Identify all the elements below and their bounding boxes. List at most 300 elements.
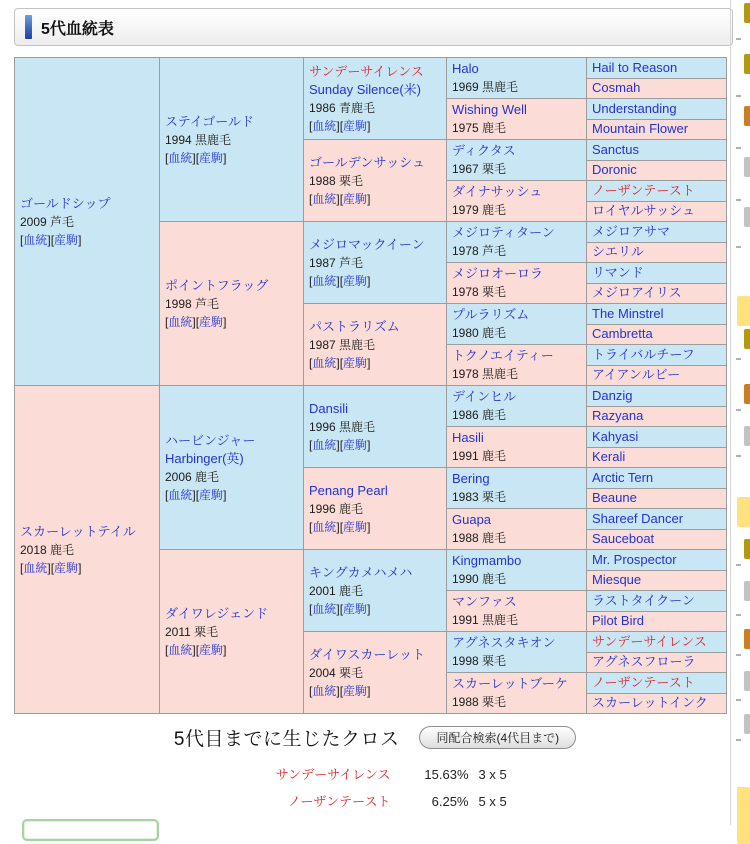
horse-link[interactable]: ゴールデンサッシュ — [309, 154, 425, 170]
clipped-text-dash — [736, 95, 741, 97]
blood-link[interactable]: 血統 — [23, 560, 48, 575]
same-breeding-search-button[interactable]: 同配合検索(4代目まで) — [419, 726, 576, 749]
pedigree-links — [309, 436, 446, 454]
clipped-badge — [744, 207, 750, 227]
bracket: ] — [336, 355, 340, 370]
horse-link[interactable]: トライバルチーフ — [592, 346, 695, 362]
bracket: [ — [165, 150, 169, 165]
pedigree-links — [309, 682, 446, 700]
progeny-link[interactable]: 産駒 — [199, 150, 224, 165]
progeny-link[interactable]: 産駒 — [199, 642, 224, 657]
blood-link[interactable]: 血統 — [312, 355, 337, 370]
clipped-badge — [744, 329, 750, 349]
column-divider — [730, 0, 731, 825]
pedigree-cell — [304, 304, 446, 385]
pedigree-cell — [304, 222, 446, 303]
blood-link[interactable]: 血統 — [312, 118, 337, 133]
pedigree-cell — [587, 673, 726, 693]
cross-row — [0, 761, 750, 788]
horse-link[interactable]: Penang Pearl — [309, 482, 388, 498]
bracket: [ — [20, 560, 24, 575]
horse-link[interactable]: ノーザンテースト — [592, 182, 695, 198]
page-title: 5代血統表 — [41, 20, 114, 38]
pedigree-cell — [587, 161, 726, 181]
bracket: [ — [339, 118, 344, 133]
bracket: ] — [336, 601, 340, 616]
clipped-badge — [744, 714, 750, 734]
pedigree-cell — [447, 140, 586, 180]
blood-link[interactable]: 血統 — [168, 150, 193, 165]
horse-link[interactable]: スカーレットインク — [592, 695, 708, 711]
bracket: [ — [309, 191, 313, 206]
bracket: [ — [165, 314, 169, 329]
blood-link[interactable]: 血統 — [168, 487, 193, 502]
horse-link[interactable]: ダイナサッシュ — [452, 184, 543, 199]
pedigree-cell — [587, 694, 726, 714]
horse-link[interactable]: ハービンジャー — [165, 432, 256, 448]
horse-info: 1980 鹿毛 — [452, 326, 507, 340]
horse-link[interactable]: Kahyasi — [592, 428, 639, 444]
horse-link[interactable]: Kingmambo — [452, 553, 522, 568]
pedigree-links — [309, 354, 446, 372]
pedigree-cell — [587, 366, 726, 386]
horse-info: 1998 芦毛 — [165, 296, 220, 311]
horse-link[interactable]: メジロオーロラ — [452, 266, 544, 281]
horse-link[interactable]: サンデーサイレンス — [592, 633, 707, 649]
pedigree-links — [20, 231, 159, 249]
section-header — [14, 8, 733, 46]
bracket: ] — [367, 273, 371, 288]
horse-info: 1987 黒鹿毛 — [309, 337, 376, 352]
pedigree-cell — [587, 58, 726, 78]
pedigree-cell — [587, 612, 726, 632]
bracket: [ — [339, 437, 344, 452]
pedigree-cell — [447, 222, 586, 262]
clipped-badge — [737, 497, 750, 527]
clipped-text-dash — [736, 455, 741, 457]
horse-link[interactable]: アイアンルビー — [592, 367, 681, 383]
pedigree-links — [165, 641, 303, 659]
pedigree-cell — [447, 673, 586, 713]
horse-link[interactable]: Danzig — [592, 387, 633, 403]
pedigree-cell — [447, 263, 586, 303]
pedigree-cell — [160, 58, 303, 221]
horse-link[interactable]: Mountain Flower — [592, 121, 689, 137]
bracket: [ — [165, 487, 169, 502]
horse-info: 1991 黒鹿毛 — [452, 613, 519, 627]
bracket: [ — [309, 519, 313, 534]
pedigree-cell — [587, 489, 726, 509]
pedigree-cell — [587, 284, 726, 304]
horse-link[interactable]: ゴールドシップ — [20, 195, 111, 211]
bracket: ] — [336, 118, 340, 133]
pedigree-cell — [160, 222, 303, 385]
horse-info: 1988 栗毛 — [452, 695, 507, 709]
horse-link[interactable]: Razyana — [592, 408, 644, 424]
pedigree-cell — [304, 550, 446, 631]
horse-link[interactable]: Bering — [452, 471, 490, 486]
horse-link[interactable]: Mr. Prospector — [592, 551, 677, 567]
bracket: ] — [367, 683, 371, 698]
bracket: ] — [192, 642, 196, 657]
pedigree-cell — [587, 427, 726, 447]
bracket: [ — [339, 191, 344, 206]
blood-link[interactable]: 血統 — [168, 642, 193, 657]
pedigree-cell — [447, 591, 586, 631]
horse-link-latin[interactable]: Sunday Silence(米) — [309, 81, 421, 97]
horse-link[interactable]: ダイワレジェンド — [165, 605, 269, 621]
horse-link[interactable]: メジロマックイーン — [309, 236, 425, 252]
clipped-badge — [744, 671, 750, 691]
horse-info: 1983 栗毛 — [452, 490, 507, 504]
horse-link[interactable]: ディクタス — [452, 143, 516, 158]
horse-link[interactable]: Pilot Bird — [592, 613, 645, 629]
bracket: [ — [339, 519, 344, 534]
horse-info: 2011 栗毛 — [165, 624, 219, 639]
pedigree-cell — [587, 79, 726, 99]
horse-info: 2001 鹿毛 — [309, 583, 364, 598]
horse-info: 1994 黒鹿毛 — [165, 132, 232, 147]
bracket: [ — [309, 437, 313, 452]
blood-link[interactable]: 血統 — [312, 437, 337, 452]
clipped-badge — [737, 296, 750, 326]
pedigree-cell — [304, 140, 446, 221]
horse-link[interactable]: Cosmah — [592, 80, 641, 96]
bracket: ] — [367, 519, 371, 534]
bracket: ] — [367, 601, 371, 616]
pedigree-links — [309, 190, 446, 208]
bracket: [ — [339, 273, 344, 288]
horse-info: 1996 鹿毛 — [309, 501, 364, 516]
pedigree-cell — [587, 243, 726, 263]
pedigree-links — [165, 486, 303, 504]
horse-info: 1988 鹿毛 — [452, 531, 507, 545]
bracket: [ — [309, 355, 313, 370]
bracket: ] — [192, 150, 196, 165]
clipped-badge — [737, 787, 750, 817]
progeny-link[interactable]: 産駒 — [54, 232, 79, 247]
horse-link[interactable]: Dansili — [309, 400, 349, 416]
bracket: [ — [50, 232, 55, 247]
bracket: [ — [309, 118, 313, 133]
pedigree-cell — [587, 345, 726, 365]
horse-info: 1978 栗毛 — [452, 285, 507, 299]
pedigree-cell — [587, 550, 726, 570]
pedigree-links — [309, 600, 446, 618]
horse-link[interactable]: Halo — [452, 61, 479, 76]
progeny-link[interactable]: 産駒 — [54, 560, 79, 575]
horse-info: 1988 栗毛 — [309, 173, 364, 188]
horse-link[interactable]: メジロアサマ — [592, 223, 671, 239]
bracket: ] — [223, 314, 227, 329]
bracket: ] — [367, 355, 371, 370]
horse-link[interactable]: Hasili — [452, 430, 484, 445]
horse-link[interactable]: Sauceboat — [592, 531, 655, 547]
horse-link[interactable]: Sanctus — [592, 141, 639, 157]
horse-link[interactable]: Cambretta — [592, 326, 653, 342]
bracket: ] — [336, 519, 340, 534]
clipped-badge — [737, 814, 750, 844]
blood-link[interactable]: 血統 — [312, 519, 337, 534]
pedigree-cell — [587, 530, 726, 550]
blood-link[interactable]: 血統 — [168, 314, 193, 329]
horse-link[interactable]: キングカメハメハ — [309, 564, 413, 580]
clipped-badge — [744, 384, 750, 404]
pedigree-cell — [160, 550, 303, 713]
pedigree-cell — [587, 120, 726, 140]
clipped-badge — [744, 539, 750, 559]
bracket: ] — [223, 642, 227, 657]
pedigree-cell — [447, 345, 586, 385]
horse-info: 1991 鹿毛 — [452, 449, 507, 463]
clipped-text-dash — [736, 147, 741, 149]
clipped-text-dash — [736, 199, 741, 201]
progeny-link[interactable]: 産駒 — [199, 487, 224, 502]
clipped-text-dash — [736, 654, 741, 656]
blood-link[interactable]: 血統 — [312, 273, 337, 288]
pedigree-links — [20, 559, 159, 577]
horse-link[interactable]: Arctic Tern — [592, 469, 654, 485]
horse-info: 1990 鹿毛 — [452, 572, 507, 586]
bracket: ] — [336, 683, 340, 698]
clipped-text-dash — [736, 564, 741, 566]
pedigree-cell — [447, 99, 586, 139]
pedigree-cell — [447, 632, 586, 672]
horse-info: 1986 鹿毛 — [452, 408, 507, 422]
progeny-link[interactable]: 産駒 — [343, 437, 368, 452]
pedigree-cell — [447, 58, 586, 98]
pedigree-cell — [447, 181, 586, 221]
pedigree-cell — [15, 58, 159, 385]
clipped-badge — [744, 106, 750, 126]
horse-link[interactable]: アグネスタキオン — [452, 635, 556, 650]
pedigree-cell — [587, 386, 726, 406]
cross-section — [0, 724, 750, 815]
horse-link[interactable]: Shareef Dancer — [592, 510, 684, 526]
pedigree-cell — [447, 427, 586, 467]
progeny-link[interactable]: 産駒 — [199, 314, 224, 329]
clipped-badge — [744, 581, 750, 601]
pedigree-cell — [304, 386, 446, 467]
horse-info: 1986 青鹿毛 — [309, 100, 376, 115]
bracket: ] — [78, 560, 82, 575]
horse-info: 1967 栗毛 — [452, 162, 507, 176]
horse-link-latin[interactable]: Harbinger(英) — [165, 450, 244, 466]
horse-info: 1969 黒鹿毛 — [452, 80, 519, 94]
clipped-text-dash — [736, 739, 741, 741]
pedigree-cell — [587, 407, 726, 427]
horse-info: 2009 芦毛 — [20, 214, 75, 229]
pedigree-cell — [587, 99, 726, 119]
pedigree-cell — [304, 468, 446, 549]
clipped-text-dash — [736, 38, 741, 40]
bracket: ] — [47, 232, 51, 247]
horse-info: 2004 栗毛 — [309, 665, 364, 680]
horse-link[interactable]: トクノエイティー — [452, 348, 554, 363]
horse-link[interactable]: Miesque — [592, 572, 642, 588]
bracket: ] — [223, 150, 227, 165]
pedigree-cell — [587, 448, 726, 468]
bracket: [ — [20, 232, 24, 247]
horse-link[interactable]: リマンド — [592, 264, 644, 280]
partial-green-button[interactable] — [22, 819, 159, 841]
bracket: [ — [339, 683, 344, 698]
horse-link[interactable]: サンデーサイレンス — [309, 63, 424, 79]
horse-link[interactable]: ラストタイクーン — [592, 592, 695, 608]
pedigree-cell — [587, 653, 726, 673]
blood-link[interactable]: 血統 — [312, 683, 337, 698]
bracket: [ — [309, 273, 313, 288]
horse-link[interactable]: スカーレットブーケ — [452, 676, 568, 691]
horse-info: 1975 鹿毛 — [452, 121, 507, 135]
horse-link[interactable]: メジロティターン — [452, 225, 555, 240]
horse-link[interactable]: スカーレットテイル — [20, 523, 136, 539]
bracket: [ — [195, 314, 200, 329]
bracket: [ — [339, 601, 344, 616]
progeny-link[interactable]: 産駒 — [343, 191, 368, 206]
pedigree-cell — [304, 58, 446, 139]
clipped-text-dash — [736, 699, 741, 701]
cross-row — [0, 788, 750, 815]
horse-link[interactable]: Kerali — [592, 449, 626, 465]
pedigree-cell — [587, 509, 726, 529]
bracket: [ — [309, 683, 313, 698]
bracket: ] — [367, 437, 371, 452]
pedigree-cell — [587, 202, 726, 222]
horse-info: 1979 鹿毛 — [452, 203, 507, 217]
clipped-badge — [744, 54, 750, 74]
blood-link[interactable]: 血統 — [23, 232, 48, 247]
pedigree-links — [309, 272, 446, 290]
progeny-link[interactable]: 産駒 — [343, 118, 368, 133]
horse-info: 2018 鹿毛 — [20, 542, 75, 557]
clipped-badge — [744, 3, 750, 23]
bracket: ] — [192, 487, 196, 502]
bracket: ] — [47, 560, 51, 575]
pedigree-cell — [587, 591, 726, 611]
bracket: ] — [192, 314, 196, 329]
horse-link[interactable]: マンファス — [452, 594, 517, 609]
bracket: [ — [195, 487, 200, 502]
bracket: ] — [336, 191, 340, 206]
clipped-badge — [744, 629, 750, 649]
cross-section-title: 5代目までに生じたクロス — [173, 728, 400, 750]
cross-pattern: 5 x 5 — [478, 794, 507, 809]
cross-horse-link[interactable]: ノーザンテースト — [287, 794, 391, 809]
horse-link[interactable]: アグネスフローラ — [592, 654, 696, 670]
bracket: ] — [336, 273, 340, 288]
pedigree-cell — [15, 386, 159, 713]
horse-link[interactable]: Wishing Well — [452, 102, 527, 117]
horse-info: 1978 芦毛 — [452, 244, 507, 258]
cross-list — [0, 761, 750, 815]
pedigree-links — [165, 313, 303, 331]
bracket: ] — [367, 191, 371, 206]
clipped-badge — [744, 157, 750, 177]
clipped-text-dash — [736, 614, 741, 616]
horse-link[interactable]: パストラリズム — [309, 318, 400, 334]
horse-link[interactable]: シエリル — [592, 244, 645, 260]
pedigree-links — [309, 117, 446, 135]
horse-link[interactable]: Doronic — [592, 162, 637, 178]
bracket: ] — [367, 118, 371, 133]
pedigree-cell — [587, 632, 726, 652]
horse-info: 1998 栗毛 — [452, 654, 507, 668]
horse-link[interactable]: Hail to Reason — [592, 59, 678, 75]
horse-link[interactable]: ポイントフラッグ — [165, 277, 269, 293]
horse-link[interactable]: Understanding — [592, 100, 677, 116]
horse-link[interactable]: Beaune — [592, 490, 637, 506]
progeny-link[interactable]: 産駒 — [343, 273, 368, 288]
horse-info: 1996 黒鹿毛 — [309, 419, 376, 434]
pedigree-cell — [587, 263, 726, 283]
horse-link[interactable]: ロイヤルサッシュ — [592, 203, 695, 219]
pedigree-cell — [447, 304, 586, 344]
horse-link[interactable]: ノーザンテースト — [592, 674, 695, 690]
horse-info: 2006 鹿毛 — [165, 469, 220, 484]
bracket: ] — [78, 232, 82, 247]
pedigree-links — [165, 149, 303, 167]
horse-link[interactable]: ダイワスカーレット — [309, 646, 425, 662]
clipped-text-dash — [736, 358, 741, 360]
horse-link[interactable]: プルラリズム — [452, 307, 530, 322]
pedigree-cell — [447, 550, 586, 590]
cross-percent: 15.63% — [424, 767, 469, 782]
pedigree-cell — [587, 325, 726, 345]
pedigree-cell — [304, 632, 446, 713]
horse-link[interactable]: ステイゴールド — [165, 113, 255, 129]
blood-link[interactable]: 血統 — [312, 601, 337, 616]
horse-link[interactable]: メジロアイリス — [592, 285, 682, 301]
horse-info: 1987 芦毛 — [309, 255, 364, 270]
pedigree-cell — [587, 304, 726, 324]
horse-link[interactable]: The Minstrel — [592, 305, 664, 321]
cross-pattern: 3 x 5 — [478, 767, 507, 782]
cross-percent: 6.25% — [431, 794, 469, 809]
bracket: [ — [165, 642, 169, 657]
clipped-badge — [744, 426, 750, 446]
progeny-link[interactable]: 産駒 — [343, 355, 368, 370]
pedigree-table — [14, 57, 727, 714]
blood-link[interactable]: 血統 — [312, 191, 337, 206]
clipped-text-dash — [736, 409, 741, 411]
bracket: ] — [336, 437, 340, 452]
progeny-link[interactable]: 産駒 — [343, 601, 368, 616]
pedigree-cell — [447, 468, 586, 508]
bracket: [ — [309, 601, 313, 616]
horse-info: 1978 黒鹿毛 — [452, 367, 519, 381]
pedigree-cell — [160, 386, 303, 549]
pedigree-cell — [447, 509, 586, 549]
progeny-link[interactable]: 産駒 — [343, 519, 368, 534]
pedigree-cell — [587, 571, 726, 591]
pedigree-links — [309, 518, 446, 536]
bracket: [ — [339, 355, 344, 370]
pedigree-cell — [447, 386, 586, 426]
bracket: [ — [195, 642, 200, 657]
horse-link[interactable]: デインヒル — [452, 389, 517, 404]
bracket: ] — [223, 487, 227, 502]
horse-link[interactable]: Guapa — [452, 512, 492, 527]
progeny-link[interactable]: 産駒 — [343, 683, 368, 698]
pedigree-cell — [587, 181, 726, 201]
clipped-text-dash — [736, 246, 741, 248]
bracket: [ — [195, 150, 200, 165]
pedigree-cell — [587, 222, 726, 242]
cross-horse-link[interactable]: サンデーサイレンス — [275, 767, 391, 782]
header-accent-bar — [25, 15, 32, 39]
pedigree-cell — [587, 140, 726, 160]
